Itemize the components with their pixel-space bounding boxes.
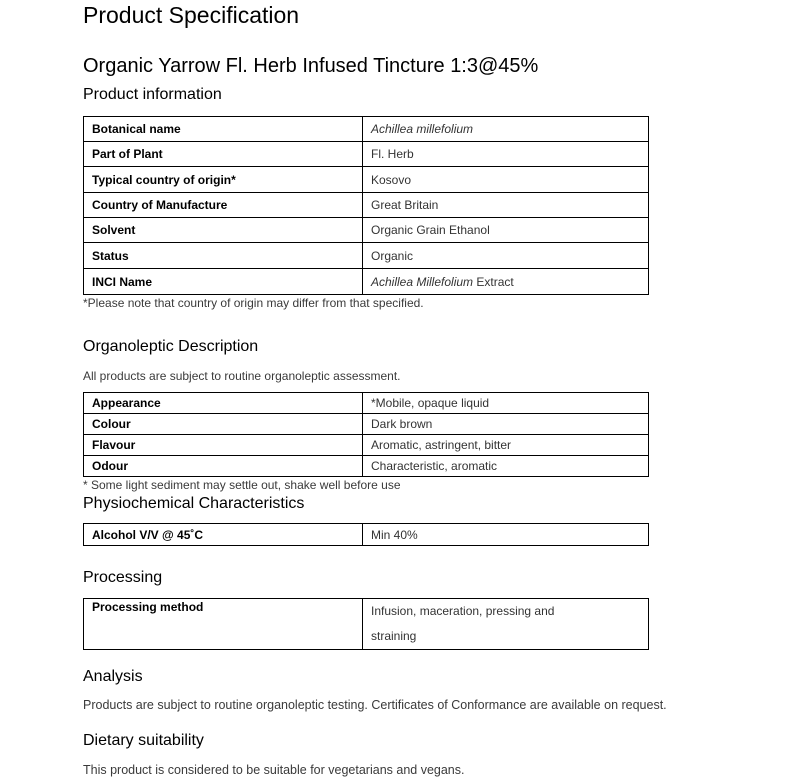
organoleptic-intro: All products are subject to routine organoleptic assessment. [83,369,401,383]
table-row [84,243,649,269]
table-row [84,414,649,435]
table-row [84,218,649,243]
row-key: Solvent [84,218,363,243]
table-row [84,269,649,295]
row-value: Achillea millefolium [363,117,649,142]
table-row [84,117,649,142]
organoleptic-heading: Organoleptic Description [83,338,259,355]
table-row [84,193,649,218]
product-name: Organic Yarrow Fl. Herb Infused Tincture 1:3@45% [83,55,539,77]
row-value: Dark brown [363,414,649,435]
row-key: INCI Name [84,269,363,295]
sediment-footnote: * Some light sediment may settle out, shake well before use [83,478,401,492]
row-value: Aromatic, astringent, bitter [363,435,649,456]
row-key: Flavour [84,435,363,456]
row-key: Status [84,243,363,269]
origin-footnote: *Please note that country of origin may differ from that specified. [83,296,424,310]
processing-value-line: straining [371,629,417,643]
row-value: Great Britain [363,193,649,218]
row-value: *Mobile, opaque liquid [363,393,649,414]
dietary-text: This product is considered to be suitable for vegetarians and vegans. [83,763,465,777]
processing-value-line: Infusion, maceration, pressing and [371,604,555,618]
page-title: Product Specification [83,2,300,28]
row-key: Part of Plant [84,142,363,167]
table-row [84,435,649,456]
row-value [363,599,649,650]
analysis-text: Products are subject to routine organoleptic testing. Certificates of Conformance are available on request. [83,698,667,712]
row-value [363,269,649,295]
table-row [84,142,649,167]
row-key: Alcohol V/V @ 45˚C [84,524,363,546]
row-key: Processing method [84,599,363,650]
product-information-table [83,116,649,295]
row-value: Fl. Herb [363,142,649,167]
analysis-heading: Analysis [83,668,143,685]
product-information-heading: Product information [83,86,222,103]
dietary-heading: Dietary suitability [83,732,204,749]
table-row [84,393,649,414]
table-row [84,167,649,193]
row-value: Organic [363,243,649,269]
physiochemical-table [83,523,649,546]
row-key: Appearance [84,393,363,414]
row-value: Min 40% [363,524,649,546]
row-value: Characteristic, aromatic [363,456,649,477]
inci-name-suffix: Extract [473,274,514,289]
processing-heading: Processing [83,569,163,586]
row-value: Organic Grain Ethanol [363,218,649,243]
row-key: Botanical name [84,117,363,142]
table-row [84,599,649,650]
row-key: Colour [84,414,363,435]
row-value: Kosovo [363,167,649,193]
table-row [84,456,649,477]
row-key: Country of Manufacture [84,193,363,218]
organoleptic-table [83,392,649,477]
table-row [84,524,649,546]
physiochemical-heading: Physiochemical Characteristics [83,495,305,512]
processing-table [83,598,649,650]
row-key: Typical country of origin* [84,167,363,193]
inci-name-italic: Achillea Millefolium [371,274,474,289]
row-key: Odour [84,456,363,477]
